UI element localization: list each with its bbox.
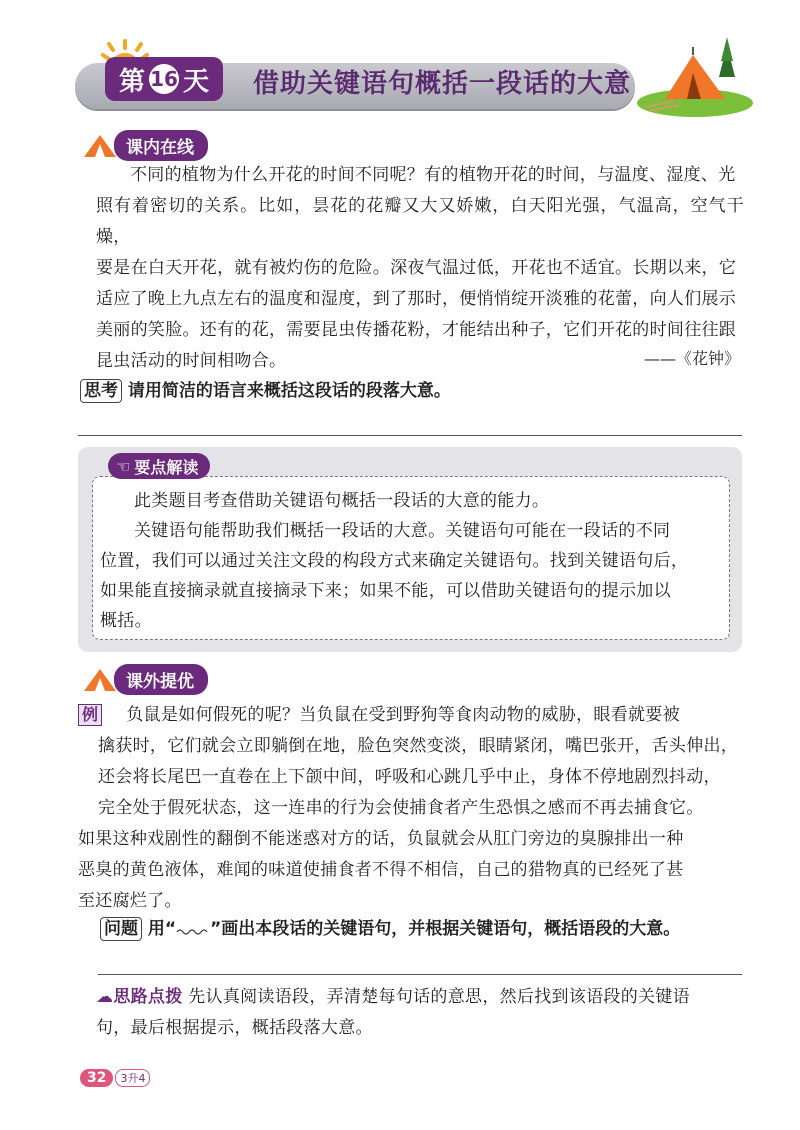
section-title: 课内在线 xyxy=(114,130,208,161)
passage-line: 如果这种戏剧性的翻倒不能迷惑对方的话，负鼠就会从肛门旁边的臭腺排出一种 xyxy=(78,829,684,849)
keypoints-line: 关键语句能帮助我们概括一段话的大意。关键语句可能在一段话的不同 xyxy=(134,521,671,541)
tent-icon xyxy=(82,131,118,159)
wavy-line-icon xyxy=(176,926,210,936)
hint-label xyxy=(96,987,183,1007)
day-suffix: 天 xyxy=(183,66,210,97)
passage-line: 恶臭的黄色液体，难闻的味道使捕食者不得不相信，自己的猎物真的已经死了甚 xyxy=(78,860,684,880)
keypoints-label xyxy=(108,453,210,479)
passage-line: 适应了晚上九点左右的温度和湿度，到了那时，便悄悄绽开淡雅的花蕾，向人们展示 xyxy=(96,289,737,309)
think-text: 请用简洁的语言来概括这段话的段落大意。 xyxy=(127,381,451,401)
thought-bubble-icon: ☁ xyxy=(96,987,114,1007)
day-badge xyxy=(105,57,223,101)
hint-line: 句，最后根据提示，概括段落大意。 xyxy=(96,1018,373,1038)
hint-block xyxy=(96,982,744,1044)
passage-line-text: 负鼠是如何假死的呢？当负鼠在受到野狗等食肉动物的威胁，眼看就要被 xyxy=(126,705,680,725)
tent-icon xyxy=(82,665,118,693)
keypoints-line: 如果能直接摘录就直接摘录下来；如果不能，可以借助关键语句的提示加以 xyxy=(100,581,671,601)
passage-line: 还会将长尾巴一直卷在上下颌中间，呼吸和心跳几乎中止，身体不停地剧烈抖动， xyxy=(98,767,721,787)
answer-line xyxy=(98,974,742,975)
hint-text: 先认真阅读语段，弄清楚每句话的意思，然后找到该语段的关键语 xyxy=(188,987,690,1007)
passage-line: 不同的植物为什么开花的时间不同呢？有的植物开花的时间，与温度、湿度、光 xyxy=(130,165,736,185)
passage-line: 要是在白天开花，就有被灼伤的危险。深夜气温过低，开花也不适宜。长期以来，它 xyxy=(96,258,737,278)
passage-line: 擒获时，它们就会立即躺倒在地，脸色突然变淡，眼睛紧闭，嘴巴张开，舌头伸出， xyxy=(98,736,739,756)
keypoints-line: 此类题目考查借助关键语句概括一段话的大意的能力。 xyxy=(134,491,550,511)
think-question xyxy=(80,376,451,403)
question-pre: 用“ xyxy=(147,919,177,939)
hint-title: 思路点拨 xyxy=(113,987,183,1007)
section-label-in-class xyxy=(82,130,208,160)
hand-icon: ☜ xyxy=(116,456,131,476)
think-tag: 思考 xyxy=(80,379,122,403)
passage-line: 完全处于假死状态，这一连串的行为会使捕食者产生恐惧之感而不再去捕食它。 xyxy=(98,798,704,818)
day-number: 16 xyxy=(149,64,179,94)
day-prefix: 第 xyxy=(119,66,146,97)
passage-line: 昆虫活动的时间相吻合。 xyxy=(96,351,287,371)
hint-line xyxy=(96,982,744,1013)
section-label-extra xyxy=(82,664,208,694)
answer-line xyxy=(78,435,742,436)
section-title: 课外提优 xyxy=(114,664,208,695)
passage-line xyxy=(78,700,744,731)
page-title: 借助关键语句概括一段话的大意 xyxy=(253,69,632,99)
keypoints-text xyxy=(100,486,720,636)
camping-tent-icon xyxy=(635,37,755,117)
chapter-header xyxy=(75,55,740,115)
keypoints-title: 要点解读 xyxy=(134,457,199,477)
keypoints-line: 位置，我们可以通过关注文段的构段方式来确定关键语句。找到关键语句后， xyxy=(100,551,689,571)
keypoints-line: 概括。 xyxy=(100,611,152,631)
passage-opossum xyxy=(78,700,744,917)
page-footer xyxy=(80,1069,150,1087)
task-question xyxy=(100,914,680,941)
question-post: ”画出本段话的关键语句，并根据关键语句，概括语段的大意。 xyxy=(210,919,681,939)
passage-line: 至还腐烂了。 xyxy=(78,891,182,911)
passage-source: ——《花钟》 xyxy=(643,349,740,368)
page-number: 32 xyxy=(80,1069,113,1087)
grade-badge: 3升4 xyxy=(115,1069,150,1087)
example-tag: 例 xyxy=(78,704,102,726)
passage-line: 照有着密切的关系。比如，昙花的花瓣又大又娇嫩，白天阳光强，气温高，空气干燥， xyxy=(96,196,744,247)
question-tag: 问题 xyxy=(100,917,142,941)
passage-line: 美丽的笑脸。还有的花，需要昆虫传播花粉，才能结出种子，它们开花的时间往往跟 xyxy=(96,320,737,340)
passage-flower-clock xyxy=(96,160,744,377)
